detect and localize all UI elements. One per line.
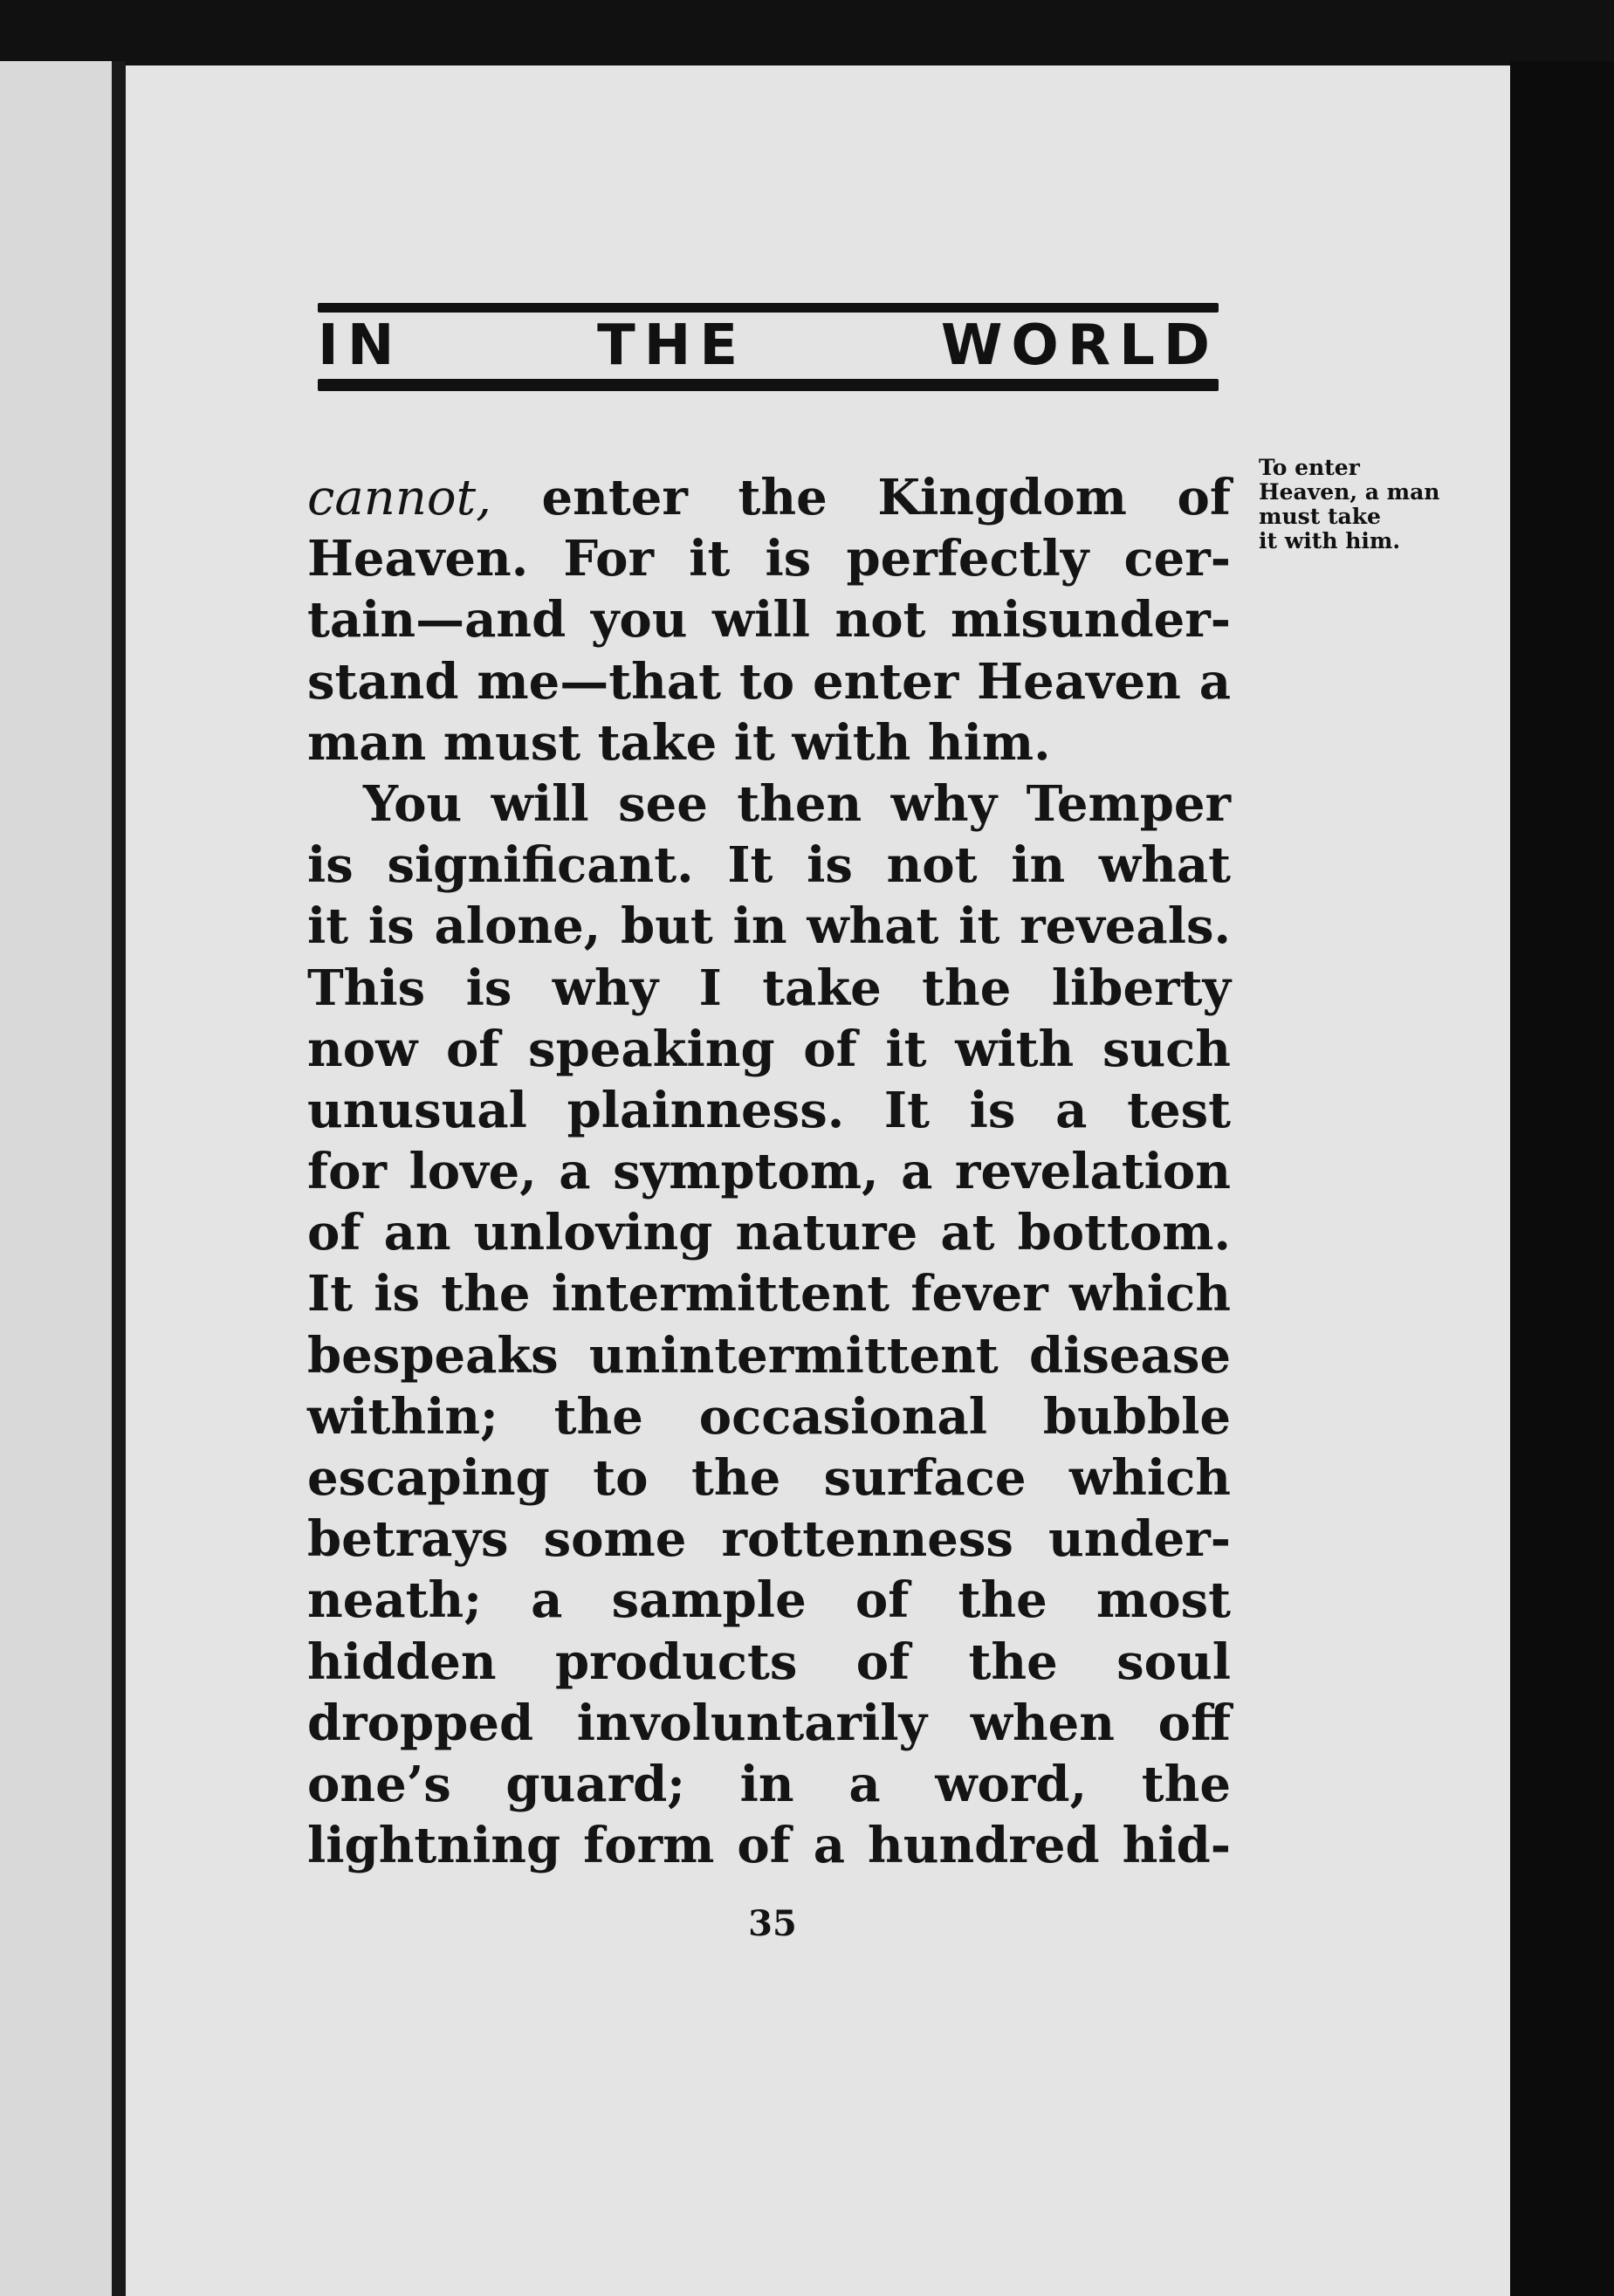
text-line: hidden products of the soul — [307, 1633, 1231, 1691]
text-line: unusual plainness. It is a test — [307, 1081, 1231, 1139]
left-page-margin — [0, 61, 122, 2296]
text-line: escaping to the surface which — [307, 1449, 1231, 1507]
text-line: within; the occasional bubble — [307, 1387, 1231, 1446]
margin-note-line: Heaven, a man — [1259, 479, 1440, 505]
header-rule-bottom — [318, 379, 1219, 391]
text-line: stand me—that to enter Heaven a — [307, 652, 1231, 711]
running-head-title — [318, 313, 1219, 379]
text-line: lightning form of a hundred hid- — [307, 1817, 1231, 1875]
text-line: it is alone, but in what it reveals. — [307, 897, 1231, 956]
text-line: neath; a sample of the most — [307, 1571, 1231, 1630]
page-number: 35 — [748, 1903, 797, 1944]
text-line: It is the intermittent fever which — [307, 1265, 1231, 1323]
text-line: of an unloving nature at bottom. — [307, 1204, 1231, 1262]
text-line: for love, a symptom, a revelation — [307, 1143, 1231, 1201]
page-edge — [1510, 61, 1614, 2296]
italic-word: cannot, — [307, 470, 491, 526]
running-header — [318, 303, 1219, 391]
running-head-word: IN — [318, 313, 403, 378]
text-line: dropped involuntarily when off — [307, 1694, 1231, 1752]
text-line: This is why I take the liberty — [307, 959, 1231, 1017]
text-line: betrays some rottenness under- — [307, 1510, 1231, 1569]
text-line: one’s guard; in a word, the — [307, 1755, 1231, 1813]
running-head-word: WORLD — [940, 313, 1219, 378]
book-gutter — [112, 61, 126, 2296]
text-line: now of speaking of it with such — [307, 1020, 1231, 1078]
text-line: bespeaks unintermittent disease — [307, 1326, 1231, 1385]
margin-note — [1259, 456, 1521, 553]
text-line: You will see then why Temper — [363, 774, 1231, 833]
text-line: cannot, enter the Kingdom of — [307, 469, 1231, 526]
text-line: man must take it with him. — [307, 713, 1051, 772]
margin-note-line: To enter — [1259, 455, 1360, 480]
text-line: Heaven. For it is perfectly cer- — [307, 530, 1231, 588]
margin-note-line: it with him. — [1259, 528, 1401, 553]
text-line: is significant. It is not in what — [307, 836, 1231, 895]
running-head-word: THE — [597, 313, 747, 378]
margin-note-line: must take — [1259, 504, 1381, 529]
text-line: tain—and you will not misunder- — [307, 591, 1231, 650]
header-rule-top — [318, 303, 1219, 313]
body-text — [307, 467, 1231, 1876]
